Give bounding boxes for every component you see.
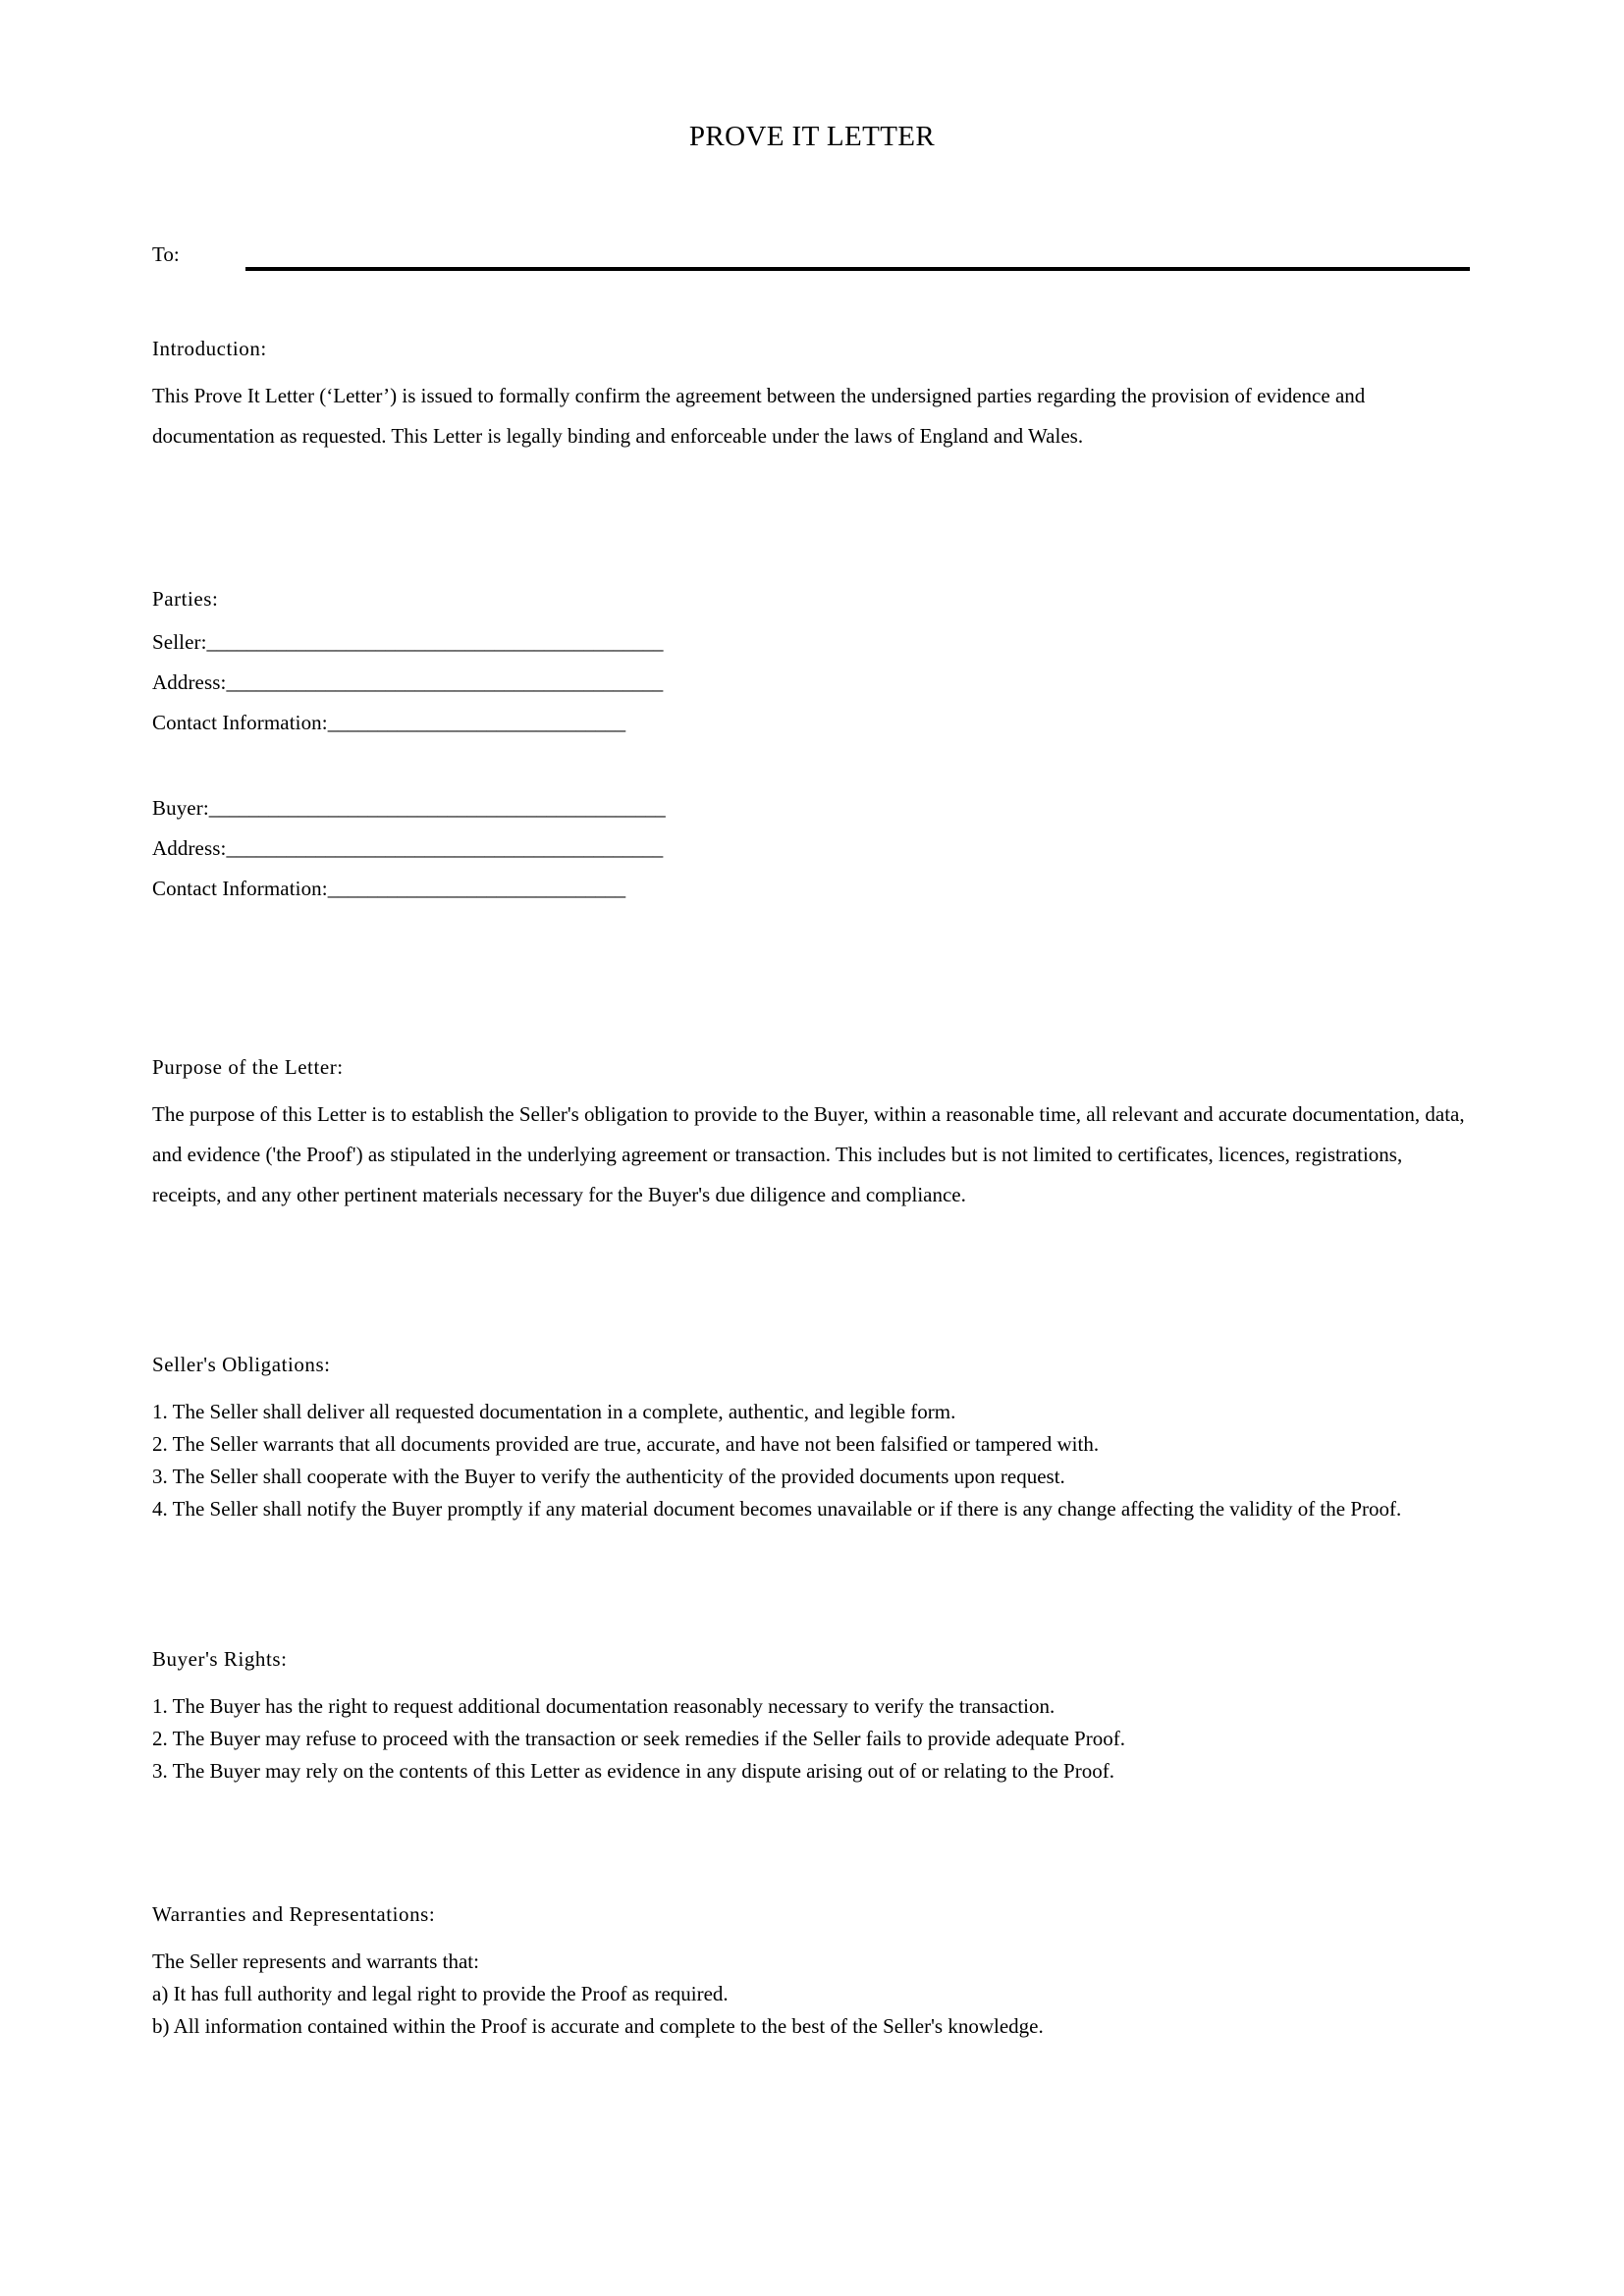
purpose-heading: Purpose of the Letter:	[152, 1055, 344, 1079]
buyer-address-blank[interactable]: ____________________________________________	[226, 836, 663, 860]
seller-name-blank[interactable]: ______________________________________________	[206, 630, 664, 654]
section-buyers-rights	[152, 1644, 1470, 1788]
buyers-rights-list	[152, 1690, 1470, 1788]
list-item: 4. The Seller shall notify the Buyer promptly if any material document becomes unavailable or if there is any change affecting the validity of the Proof.	[152, 1497, 1402, 1521]
buyer-contact-row	[152, 869, 1470, 909]
warranties-heading: Warranties and Representations:	[152, 1902, 436, 1926]
seller-address-label: Address:	[152, 670, 227, 694]
list-item: 1. The Seller shall deliver all requested documentation in a complete, authentic, and legible form.	[152, 1400, 956, 1423]
seller-party-group	[152, 622, 1470, 743]
list-item: 2. The Seller warrants that all documents provided are true, accurate, and have not been falsified or tampered with.	[152, 1432, 1100, 1456]
buyers-rights-heading: Buyer's Rights:	[152, 1647, 288, 1671]
warranties-list	[152, 1946, 1470, 2043]
section-warranties	[152, 1899, 1470, 2043]
seller-address-row	[152, 663, 1470, 703]
to-label: To:	[152, 242, 180, 266]
to-field-row	[152, 240, 1473, 280]
list-item: 3. The Buyer may rely on the contents of this Letter as evidence in any dispute arising out of or relating to the Proof.	[152, 1759, 1114, 1783]
sellers-obligations-list	[152, 1396, 1470, 1525]
page-title: PROVE IT LETTER	[688, 121, 936, 152]
warranties-intro: The Seller represents and warrants that:	[152, 1949, 479, 1973]
list-item: b) All information contained within the Proof is accurate and complete to the best of the Seller's knowledge.	[152, 2014, 1044, 2038]
section-purpose	[152, 1052, 1470, 1215]
list-item: 2. The Buyer may refuse to proceed with the transaction or seek remedies if the Seller fails to provide adequate Proof.	[152, 1727, 1125, 1750]
list-item: a) It has full authority and legal right to provide the Proof as required.	[152, 1982, 729, 2005]
buyer-address-row	[152, 828, 1470, 869]
seller-contact-blank[interactable]: ______________________________	[327, 711, 625, 734]
section-sellers-obligations	[152, 1350, 1470, 1525]
seller-name-label: Seller:	[152, 630, 207, 654]
buyer-name-blank[interactable]: ______________________________________________	[208, 796, 666, 820]
purpose-paragraph: The purpose of this Letter is to establish the Seller's obligation to provide to the Buyer, within a reasonable time, all relevant and accurate documentation, data, and evidence ('the Proof') as stipulated in the underlying agreement or transaction. This includes but is not limited to certificates, licences, registrations, receipts, and any other pertinent materials necessary for the Buyer's due diligence and compliance.	[152, 1102, 1465, 1206]
buyer-name-label: Buyer:	[152, 796, 209, 820]
buyer-party-group	[152, 788, 1470, 909]
sellers-obligations-heading: Seller's Obligations:	[152, 1353, 331, 1376]
introduction-paragraph: This Prove It Letter (‘Letter’) is issued to formally confirm the agreement between the undersigned parties regarding the provision of evidence and documentation as requested. This Letter is legally binding and enforceable under the laws of England and Wales.	[152, 384, 1366, 448]
introduction-heading: Introduction:	[152, 337, 267, 360]
buyer-contact-label: Contact Information:	[152, 877, 328, 900]
buyer-address-label: Address:	[152, 836, 227, 860]
seller-name-row	[152, 622, 1470, 663]
buyer-name-row	[152, 788, 1470, 828]
parties-heading: Parties:	[152, 587, 219, 611]
section-parties	[152, 584, 1470, 909]
list-item: 3. The Seller shall cooperate with the Buyer to verify the authenticity of the provided documents upon request.	[152, 1465, 1065, 1488]
section-introduction	[152, 334, 1470, 456]
to-field-rule[interactable]	[245, 267, 1470, 271]
seller-address-blank[interactable]: ____________________________________________	[226, 670, 663, 694]
buyer-contact-blank[interactable]: ______________________________	[327, 877, 625, 900]
seller-contact-label: Contact Information:	[152, 711, 328, 734]
list-item: 1. The Buyer has the right to request additional documentation reasonably necessary to verify the transaction.	[152, 1694, 1056, 1718]
seller-contact-row	[152, 703, 1470, 743]
